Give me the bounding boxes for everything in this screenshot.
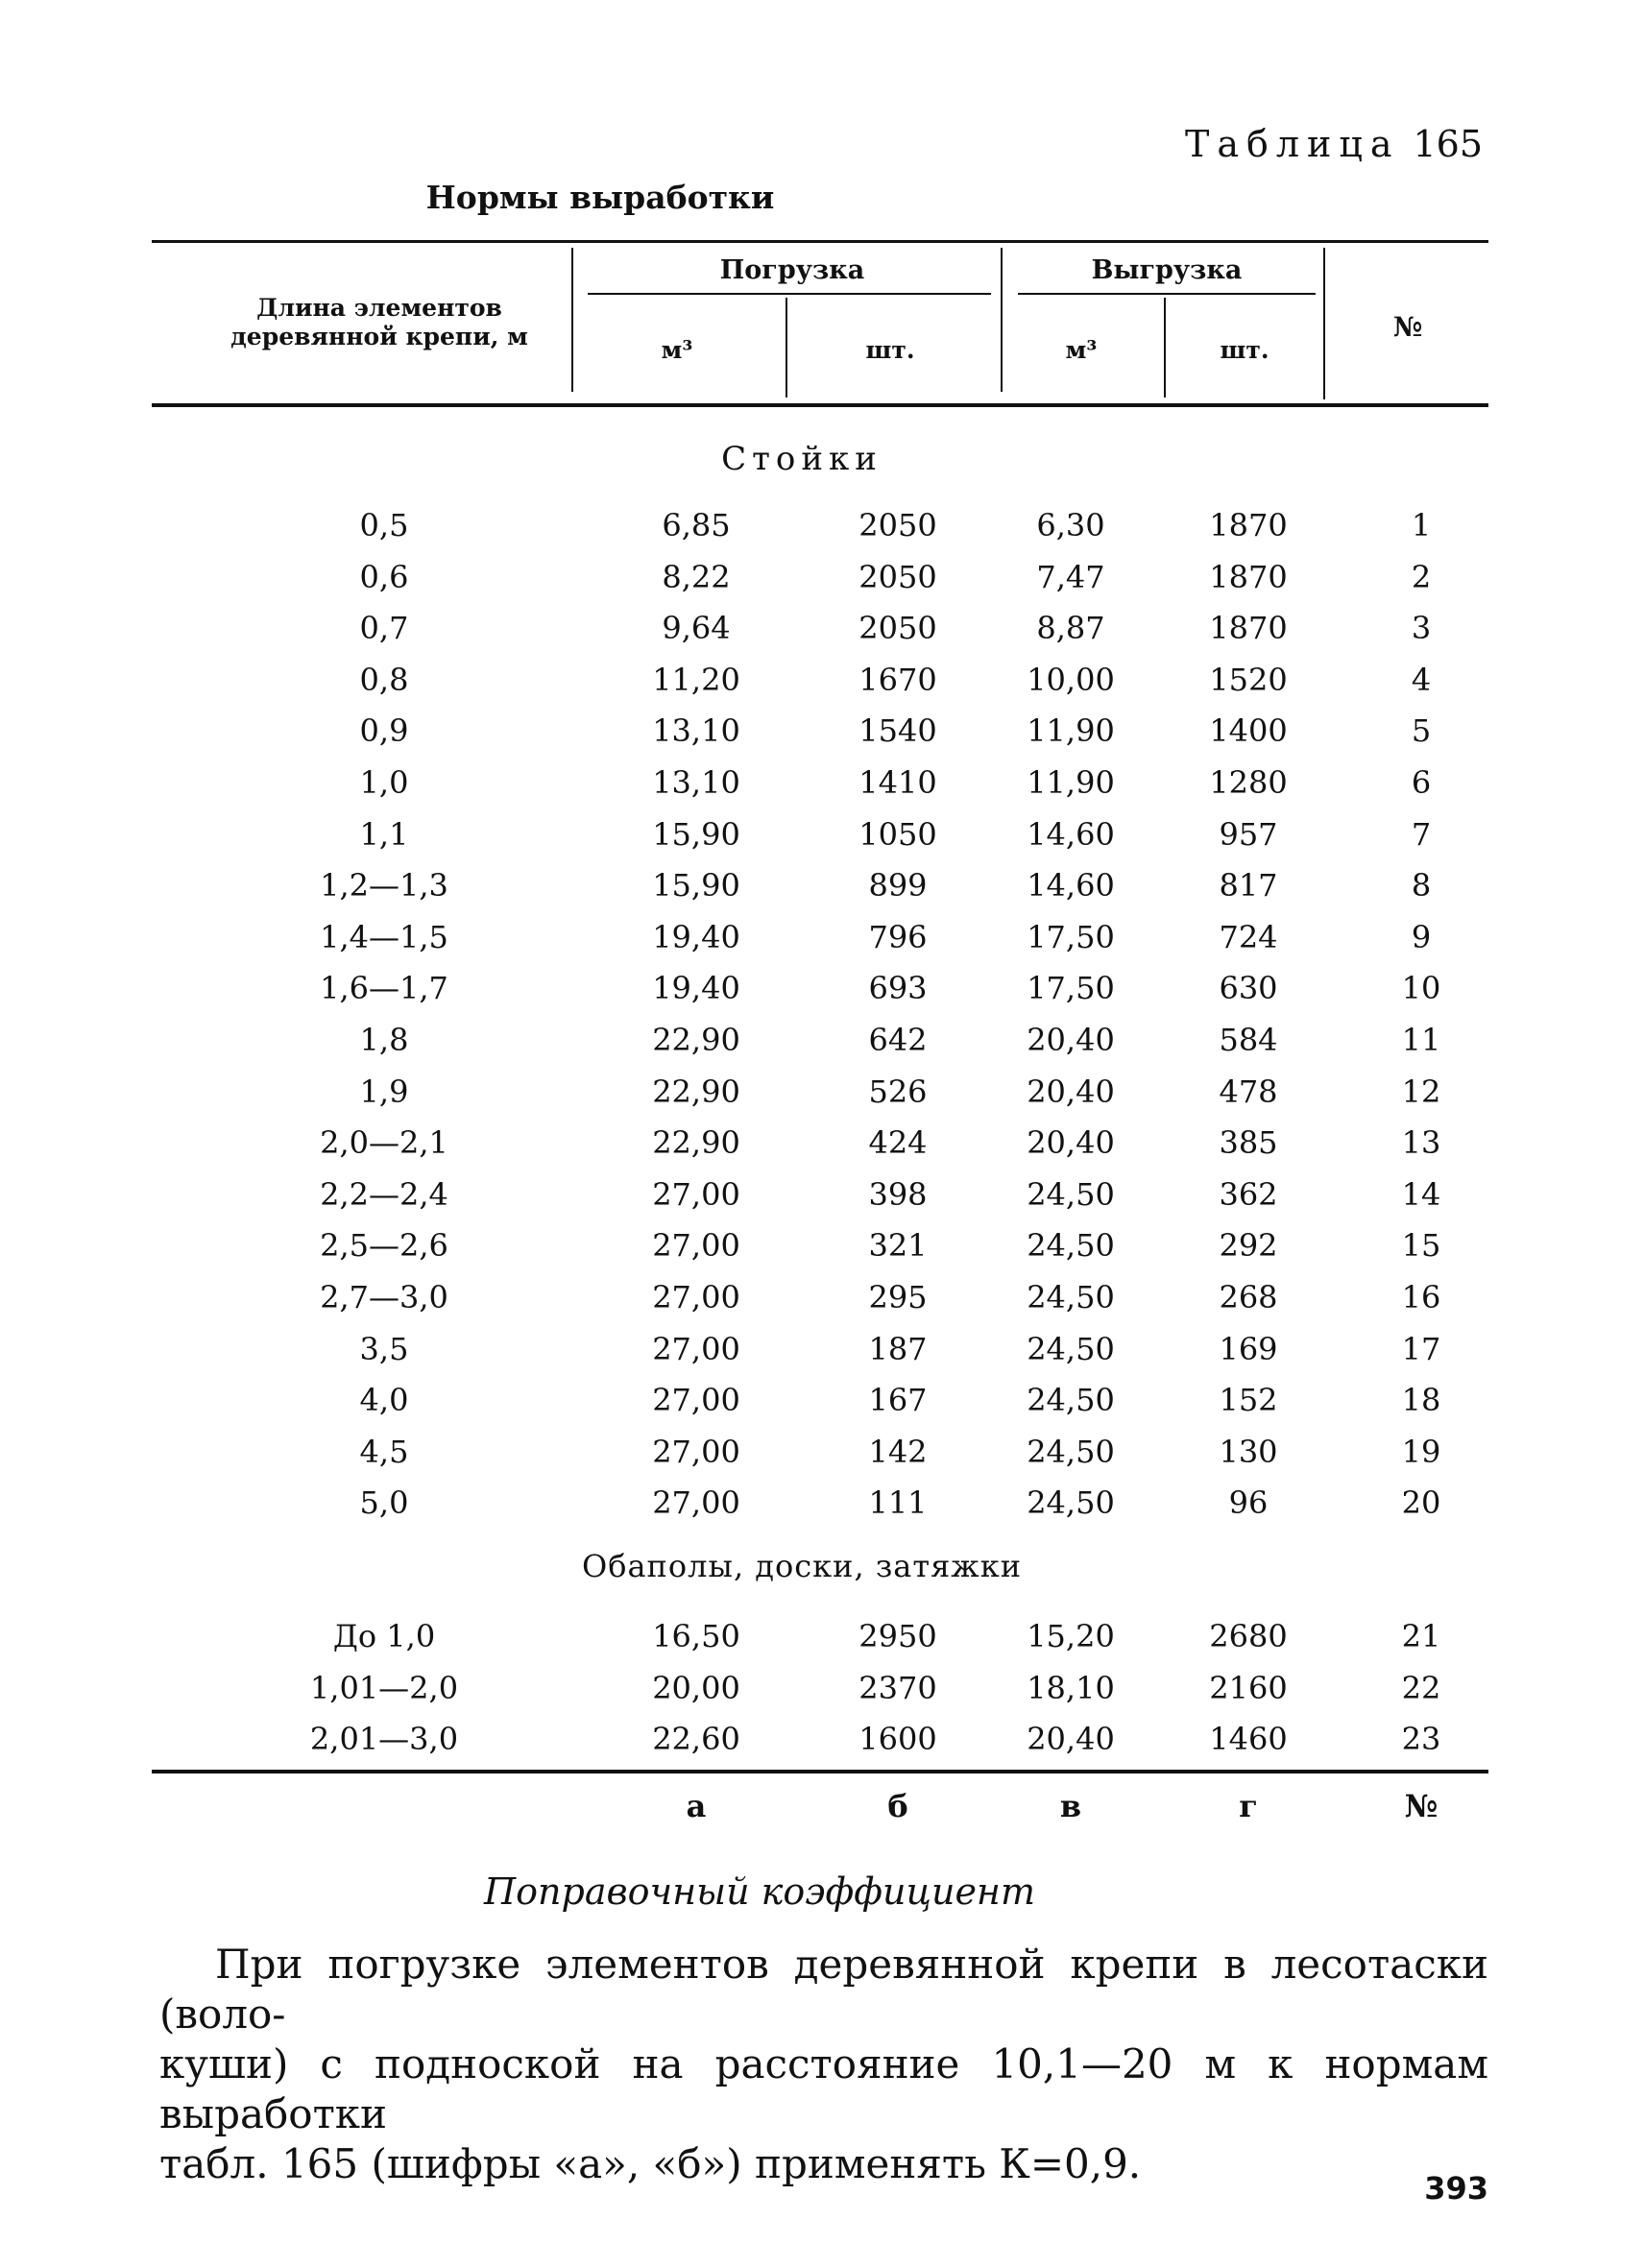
correction-text bbox=[159, 1940, 1488, 2189]
cell-unloading-pcs: 1400 bbox=[1209, 712, 1288, 750]
table-row bbox=[0, 1331, 1644, 1381]
cell-unloading-m3: 20,40 bbox=[1027, 1124, 1115, 1162]
cell-unloading-pcs: 957 bbox=[1219, 815, 1278, 853]
table-row bbox=[0, 712, 1644, 762]
cell-unloading-pcs: 96 bbox=[1228, 1484, 1269, 1522]
cell-loading-m3: 19,40 bbox=[652, 918, 740, 955]
table-number: 165 bbox=[1413, 123, 1483, 165]
cell-unloading-m3: 24,50 bbox=[1027, 1175, 1115, 1213]
section-title-boards: Обаполы, доски, затяжки bbox=[581, 1548, 1023, 1584]
table-label-text: Таблица bbox=[1185, 123, 1400, 165]
cell-length: 2,0—2,1 bbox=[320, 1124, 448, 1162]
cell-unloading-m3: 6,30 bbox=[1036, 507, 1105, 543]
cell-length: 0,8 bbox=[359, 661, 409, 698]
cell-length: 1,0 bbox=[359, 764, 409, 801]
cell-unloading-pcs: 817 bbox=[1219, 867, 1278, 905]
cell-unloading-m3: 20,40 bbox=[1027, 1022, 1115, 1058]
cell-number: 10 bbox=[1401, 970, 1441, 1007]
table-row bbox=[0, 764, 1644, 814]
header-loading: Погрузка bbox=[719, 255, 865, 285]
cell-length: 0,5 bbox=[359, 507, 409, 543]
cell-length: 1,9 bbox=[359, 1073, 409, 1110]
cell-loading-m3: 27,00 bbox=[652, 1484, 740, 1522]
cell-unloading-m3: 20,40 bbox=[1027, 1073, 1115, 1110]
page-number: 393 bbox=[1424, 2170, 1488, 2207]
cell-loading-pcs: 796 bbox=[868, 918, 928, 955]
cell-loading-m3: 13,10 bbox=[652, 764, 740, 801]
cell-length: 4,0 bbox=[359, 1382, 409, 1419]
cell-loading-pcs: 1410 bbox=[858, 764, 937, 801]
cell-length: 2,01—3,0 bbox=[309, 1721, 459, 1757]
cell-unloading-pcs: 630 bbox=[1219, 970, 1278, 1007]
cell-number: 23 bbox=[1401, 1721, 1441, 1757]
table-row bbox=[0, 1279, 1644, 1329]
cell-unloading-pcs: 1520 bbox=[1209, 661, 1288, 698]
footer-code-number: № bbox=[1404, 1788, 1438, 1824]
cell-unloading-m3: 24,50 bbox=[1027, 1279, 1115, 1315]
table-row bbox=[0, 867, 1644, 917]
cell-loading-m3: 15,90 bbox=[652, 815, 740, 853]
cell-length: 1,1 bbox=[359, 815, 409, 853]
cell-loading-m3: 27,00 bbox=[652, 1330, 740, 1367]
footer-code-a: а bbox=[686, 1788, 707, 1824]
cell-loading-pcs: 2950 bbox=[858, 1618, 937, 1654]
cell-unloading-pcs: 169 bbox=[1219, 1330, 1278, 1367]
cell-loading-pcs: 424 bbox=[868, 1124, 928, 1162]
cell-loading-pcs: 2050 bbox=[858, 610, 937, 647]
cell-loading-m3: 8,22 bbox=[662, 558, 731, 595]
correction-line-3: табл. 165 (шифры «а», «б») применять К=0,9. bbox=[159, 2140, 1142, 2187]
table-row bbox=[0, 559, 1644, 609]
table-row bbox=[0, 610, 1644, 660]
cell-length: 2,2—2,4 bbox=[320, 1175, 448, 1213]
table-row bbox=[0, 1022, 1644, 1072]
cell-number: 21 bbox=[1401, 1618, 1441, 1654]
cell-unloading-m3: 7,47 bbox=[1036, 558, 1105, 595]
cell-length: 3,5 bbox=[359, 1330, 409, 1367]
cell-number: 14 bbox=[1401, 1175, 1441, 1213]
cell-unloading-m3: 24,50 bbox=[1027, 1330, 1115, 1367]
cell-loading-pcs: 1670 bbox=[858, 661, 937, 698]
cell-unloading-pcs: 478 bbox=[1219, 1073, 1278, 1110]
cell-length: 2,7—3,0 bbox=[320, 1279, 448, 1315]
cell-loading-pcs: 321 bbox=[868, 1227, 928, 1265]
header-unloading-m3: м³ bbox=[1065, 336, 1098, 364]
header-length: Длина элементов деревянной крепи, м bbox=[230, 294, 528, 350]
cell-unloading-m3: 24,50 bbox=[1027, 1227, 1115, 1265]
table-label bbox=[1185, 123, 1483, 165]
header-unloading-pcs: шт. bbox=[1220, 336, 1269, 364]
cell-loading-m3: 15,90 bbox=[652, 867, 740, 905]
cell-unloading-m3: 17,50 bbox=[1027, 918, 1115, 955]
cell-length: 1,01—2,0 bbox=[309, 1669, 459, 1706]
cell-loading-pcs: 693 bbox=[868, 970, 928, 1007]
cell-number: 17 bbox=[1401, 1330, 1441, 1367]
cell-number: 8 bbox=[1411, 867, 1432, 905]
header-loading-pcs: шт. bbox=[865, 336, 915, 364]
cell-number: 1 bbox=[1411, 507, 1432, 543]
cell-unloading-m3: 11,90 bbox=[1027, 764, 1115, 801]
cell-unloading-pcs: 1870 bbox=[1209, 558, 1288, 595]
table-row bbox=[0, 1382, 1644, 1432]
cell-number: 5 bbox=[1411, 712, 1432, 750]
cell-loading-pcs: 295 bbox=[868, 1279, 928, 1315]
table-title: Нормы выработки bbox=[425, 179, 775, 216]
cell-loading-m3: 22,90 bbox=[652, 1124, 740, 1162]
cell-unloading-m3: 20,40 bbox=[1027, 1721, 1115, 1757]
header-group-rule bbox=[588, 293, 991, 295]
correction-line-2: куши) с подноской на расстояние 10,1—20 м к нормам выработки bbox=[159, 2040, 1488, 2137]
cell-loading-pcs: 642 bbox=[868, 1022, 928, 1058]
correction-line-1: При погрузке элементов деревянной крепи в лесотаски (воло- bbox=[159, 1941, 1488, 2038]
cell-length: 1,6—1,7 bbox=[320, 970, 448, 1007]
table-row bbox=[0, 1721, 1644, 1771]
cell-unloading-pcs: 130 bbox=[1219, 1433, 1278, 1470]
table-row bbox=[0, 1074, 1644, 1123]
cell-loading-pcs: 2050 bbox=[858, 507, 937, 543]
cell-loading-pcs: 167 bbox=[868, 1382, 928, 1419]
header-number: № bbox=[1392, 311, 1423, 343]
cell-length: 2,5—2,6 bbox=[320, 1227, 448, 1265]
cell-loading-m3: 16,50 bbox=[652, 1618, 740, 1654]
cell-length: 0,9 bbox=[359, 712, 409, 750]
cell-number: 2 bbox=[1411, 558, 1432, 595]
cell-number: 13 bbox=[1401, 1124, 1441, 1162]
header-divider bbox=[1001, 248, 1003, 392]
cell-number: 4 bbox=[1411, 661, 1432, 698]
cell-loading-m3: 22,90 bbox=[652, 1073, 740, 1110]
cell-unloading-m3: 24,50 bbox=[1027, 1433, 1115, 1470]
cell-number: 12 bbox=[1401, 1073, 1441, 1110]
cell-number: 22 bbox=[1401, 1669, 1441, 1706]
cell-unloading-m3: 11,90 bbox=[1027, 712, 1115, 750]
cell-unloading-pcs: 1870 bbox=[1209, 507, 1288, 543]
table-row bbox=[0, 1176, 1644, 1226]
cell-unloading-pcs: 724 bbox=[1219, 918, 1278, 955]
cell-length: 5,0 bbox=[359, 1484, 409, 1522]
cell-loading-pcs: 142 bbox=[868, 1433, 928, 1470]
table-row bbox=[0, 1124, 1644, 1174]
cell-unloading-m3: 17,50 bbox=[1027, 970, 1115, 1007]
cell-length: 1,4—1,5 bbox=[320, 918, 448, 955]
cell-unloading-pcs: 152 bbox=[1219, 1382, 1278, 1419]
cell-loading-pcs: 2050 bbox=[858, 558, 937, 595]
cell-unloading-pcs: 2160 bbox=[1209, 1669, 1288, 1706]
cell-unloading-pcs: 1870 bbox=[1209, 610, 1288, 647]
cell-number: 11 bbox=[1401, 1022, 1441, 1058]
header-group-rule bbox=[1018, 293, 1316, 295]
cell-length: 1,2—1,3 bbox=[320, 867, 448, 905]
cell-unloading-pcs: 1460 bbox=[1209, 1721, 1288, 1757]
cell-unloading-m3: 24,50 bbox=[1027, 1484, 1115, 1522]
table-row bbox=[0, 507, 1644, 557]
cell-unloading-pcs: 1280 bbox=[1209, 764, 1288, 801]
cell-unloading-m3: 8,87 bbox=[1036, 610, 1105, 647]
header-loading-m3: м³ bbox=[661, 336, 693, 364]
cell-loading-m3: 9,64 bbox=[662, 610, 731, 647]
footer-code-v: в bbox=[1059, 1788, 1082, 1824]
cell-loading-m3: 27,00 bbox=[652, 1433, 740, 1470]
cell-unloading-pcs: 268 bbox=[1219, 1279, 1278, 1315]
cell-loading-m3: 11,20 bbox=[652, 661, 740, 698]
cell-length: 0,7 bbox=[359, 610, 409, 647]
cell-loading-pcs: 187 bbox=[868, 1330, 928, 1367]
cell-number: 6 bbox=[1411, 764, 1432, 801]
cell-length: 4,5 bbox=[359, 1433, 409, 1470]
cell-number: 15 bbox=[1401, 1227, 1441, 1265]
cell-loading-m3: 22,60 bbox=[652, 1721, 740, 1757]
table-bottom-rule bbox=[152, 1770, 1488, 1773]
cell-loading-m3: 27,00 bbox=[652, 1227, 740, 1265]
section-title-racks: Стойки bbox=[721, 440, 882, 478]
cell-loading-pcs: 398 bbox=[868, 1175, 928, 1213]
table-row bbox=[0, 970, 1644, 1020]
correction-title: Поправочный коэффициент bbox=[484, 1870, 1035, 1913]
cell-loading-pcs: 899 bbox=[868, 867, 928, 905]
cell-unloading-pcs: 2680 bbox=[1209, 1618, 1288, 1654]
cell-unloading-m3: 15,20 bbox=[1027, 1618, 1115, 1654]
footer-code-g: г bbox=[1239, 1788, 1258, 1824]
cell-loading-m3: 27,00 bbox=[652, 1382, 740, 1419]
cell-loading-m3: 27,00 bbox=[652, 1279, 740, 1315]
cell-loading-m3: 13,10 bbox=[652, 712, 740, 750]
cell-unloading-pcs: 584 bbox=[1219, 1022, 1278, 1058]
header-unloading: Выгрузка bbox=[1091, 255, 1243, 285]
cell-loading-m3: 27,00 bbox=[652, 1175, 740, 1213]
cell-number: 18 bbox=[1401, 1382, 1441, 1419]
cell-loading-m3: 22,90 bbox=[652, 1022, 740, 1058]
cell-number: 9 bbox=[1411, 918, 1432, 955]
cell-loading-pcs: 526 bbox=[868, 1073, 928, 1110]
header-bottom-rule bbox=[152, 403, 1488, 407]
cell-loading-m3: 6,85 bbox=[662, 507, 731, 543]
cell-loading-pcs: 1540 bbox=[858, 712, 937, 750]
cell-number: 7 bbox=[1411, 815, 1432, 853]
cell-number: 16 bbox=[1401, 1279, 1441, 1315]
footer-code-b: б bbox=[887, 1788, 908, 1824]
table-row bbox=[0, 816, 1644, 866]
cell-number: 3 bbox=[1411, 610, 1432, 647]
cell-loading-m3: 19,40 bbox=[652, 970, 740, 1007]
cell-loading-pcs: 111 bbox=[868, 1484, 928, 1522]
top-rule bbox=[152, 240, 1488, 243]
cell-length: До 1,0 bbox=[332, 1618, 436, 1654]
cell-unloading-m3: 18,10 bbox=[1027, 1669, 1115, 1706]
cell-unloading-m3: 14,60 bbox=[1027, 815, 1115, 853]
cell-length: 1,8 bbox=[359, 1022, 409, 1058]
table-row bbox=[0, 662, 1644, 712]
table-row bbox=[0, 1670, 1644, 1720]
cell-unloading-pcs: 385 bbox=[1219, 1124, 1278, 1162]
table-row bbox=[0, 1227, 1644, 1277]
cell-unloading-m3: 14,60 bbox=[1027, 867, 1115, 905]
cell-loading-pcs: 1050 bbox=[858, 815, 937, 853]
table-row bbox=[0, 1484, 1644, 1534]
header-divider bbox=[1164, 298, 1166, 398]
cell-number: 20 bbox=[1401, 1484, 1441, 1522]
cell-loading-pcs: 2370 bbox=[858, 1669, 937, 1706]
table-row bbox=[0, 1434, 1644, 1484]
cell-loading-m3: 20,00 bbox=[652, 1669, 740, 1706]
table-row bbox=[0, 1618, 1644, 1668]
cell-number: 19 bbox=[1401, 1433, 1441, 1470]
cell-unloading-m3: 10,00 bbox=[1027, 661, 1115, 698]
cell-unloading-pcs: 292 bbox=[1219, 1227, 1278, 1265]
cell-unloading-pcs: 362 bbox=[1219, 1175, 1278, 1213]
cell-loading-pcs: 1600 bbox=[858, 1721, 937, 1757]
cell-unloading-m3: 24,50 bbox=[1027, 1382, 1115, 1419]
header-divider bbox=[786, 298, 787, 398]
cell-length: 0,6 bbox=[359, 558, 409, 595]
table-row bbox=[0, 919, 1644, 969]
